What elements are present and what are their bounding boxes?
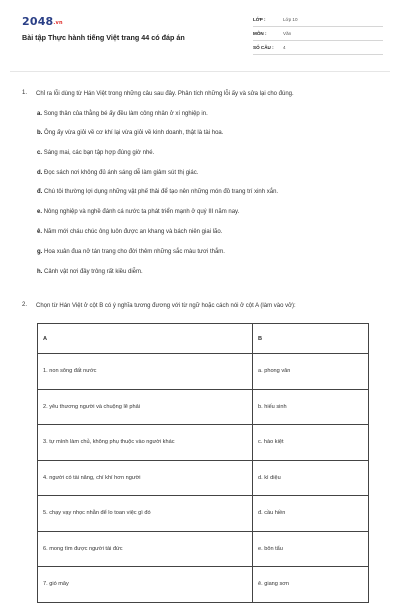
column-header-a: A — [38, 324, 253, 354]
question-number: 1. — [22, 90, 28, 96]
question-text: Chỉ ra lỗi dùng từ Hán Việt trong những câu sau đây. Phân tích những lỗi ấy và sửa lại cho đúng. — [36, 91, 294, 97]
item-label: d. — [37, 170, 43, 176]
table-row — [38, 425, 369, 461]
document-title: Bài tập Thực hành tiếng Việt trang 44 có đáp án — [22, 33, 185, 42]
question-1-item-g — [37, 249, 225, 255]
item-text: Song thân của thằng bé ấy đều làm công nhân ở xí nghiệp in. — [43, 111, 208, 117]
item-label: b. — [37, 130, 43, 136]
cell-b: đ. cầu hiền — [253, 496, 369, 532]
cell-b: c. hào kiệt — [253, 425, 369, 461]
cell-b: b. hiếu sinh — [253, 389, 369, 425]
page-header — [0, 0, 400, 68]
item-label: e. — [37, 209, 43, 215]
site-logo[interactable] — [22, 15, 63, 28]
meta-value: Văn — [283, 31, 292, 36]
item-label: c. — [37, 150, 43, 156]
meta-key: LỚP : — [253, 17, 266, 22]
item-label: đ. — [37, 189, 43, 195]
item-text: Chú tôi thường lợi dụng những vật phế thải để tạo nên những món đồ trang trí xinh xắn. — [44, 189, 279, 195]
meta-row-subject — [253, 27, 383, 41]
item-text: Năm mới cháu chúc ông luôn được an khang và bách niên giai lão. — [43, 229, 223, 235]
table-row — [38, 460, 369, 496]
cell-a: 3. tự mình làm chủ, không phụ thuộc vào người khác — [38, 425, 253, 461]
logo-suffix: .vn — [53, 20, 63, 26]
logo-main: 2048 — [22, 15, 54, 28]
meta-row-count — [253, 41, 383, 55]
cell-a: 7. gió mây — [38, 567, 253, 603]
meta-row-class — [253, 13, 383, 27]
table-row — [38, 567, 369, 603]
matching-table — [37, 323, 369, 603]
table-row — [38, 496, 369, 532]
cell-b: ê. giang sơn — [253, 567, 369, 603]
item-label: h. — [37, 269, 43, 275]
question-text: Chọn từ Hán Việt ở cột B có ý nghĩa tương đương với từ ngữ hoặc cách nói ở cột A (làm vào vở): — [36, 303, 296, 309]
question-1-item-d — [37, 170, 198, 176]
header-divider — [10, 71, 390, 72]
cell-a: 4. người có tài năng, chí khí hơn người — [38, 460, 253, 496]
cell-b: e. bôn tẩu — [253, 531, 369, 567]
question-number: 2. — [22, 302, 28, 308]
question-1-item-e — [37, 209, 239, 215]
meta-key: MÔN : — [253, 31, 267, 36]
question-1 — [22, 90, 382, 100]
item-text: Nông nghiệp và nghề đánh cá nước ta phát triển mạnh ở quý III năm nay. — [43, 209, 240, 215]
item-text: Ông ấy vừa giỏi về cơ khí lại vừa giỏi về kinh doanh, thật là tài hoa. — [44, 130, 224, 136]
question-1-item-c — [37, 150, 154, 156]
item-text: Hoa xuân đua nở tán trang cho đời thêm những sắc màu tươi thắm. — [44, 249, 225, 255]
cell-a: 6. mong tìm được người tài đức — [38, 531, 253, 567]
table-header-row — [38, 324, 369, 354]
item-text: Cảnh vật nơi đây trông rất kiều diễm. — [44, 269, 143, 275]
question-1-item-h — [37, 269, 143, 275]
item-text: Sáng mai, các bạn tập hợp đúng giờ nhé. — [43, 150, 155, 156]
meta-info — [253, 13, 383, 55]
question-2 — [22, 302, 382, 312]
item-text: Đọc sách nơi không đủ ánh sáng dễ làm giảm sút thị giác. — [44, 170, 199, 176]
item-label: a. — [37, 111, 43, 117]
column-header-b: B — [253, 324, 369, 354]
table-row — [38, 354, 369, 390]
table-row — [38, 531, 369, 567]
cell-a: 2. yêu thương người và chuộng lẽ phải — [38, 389, 253, 425]
question-1-item-ee — [37, 229, 222, 235]
question-1-item-dd — [37, 189, 278, 195]
table-row — [38, 389, 369, 425]
cell-a: 5. chạy vạy nhọc nhằn để lo toan việc gì đó — [38, 496, 253, 532]
cell-b: a. phong vân — [253, 354, 369, 390]
cell-a: 1. non sông đất nước — [38, 354, 253, 390]
item-label: ê. — [37, 229, 43, 235]
cell-b: d. kì diệu — [253, 460, 369, 496]
question-1-item-a — [37, 111, 208, 117]
meta-value: Lớp 10 — [283, 17, 298, 22]
question-1-item-b — [37, 130, 223, 136]
meta-key: SỐ CÂU : — [253, 45, 274, 50]
meta-value: 4 — [283, 45, 286, 50]
item-label: g. — [37, 249, 43, 255]
